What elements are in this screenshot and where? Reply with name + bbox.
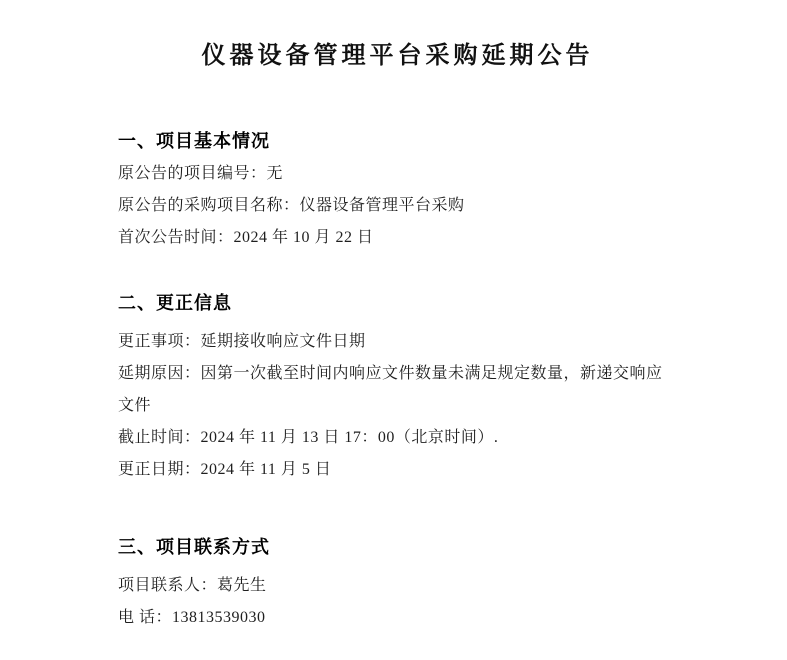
section-basic-info-heading: 一、项目基本情况 xyxy=(118,131,270,151)
section-contact-info-body xyxy=(118,570,677,634)
document-title: 仪器设备管理平台采购延期公告 xyxy=(201,43,594,69)
section-contact-info-heading: 三、项目联系方式 xyxy=(118,537,270,557)
section-contact-info xyxy=(118,536,677,634)
section-correction-info-heading: 二、更正信息 xyxy=(118,293,232,313)
correction-matter-line: 更正事项：延期接收响应文件日期 xyxy=(118,333,366,350)
original-project-number-line: 原公告的项目编号：无 xyxy=(118,165,284,182)
section-correction-info xyxy=(118,292,677,486)
first-announcement-date-line: 首次公告时间：2024 年 10 月 22 日 xyxy=(118,229,374,246)
section-basic-info xyxy=(118,130,677,254)
section-basic-info-body xyxy=(118,158,677,254)
section-correction-info-body xyxy=(118,326,677,486)
contact-phone-line: 电 话：13813539030 xyxy=(118,609,266,626)
announcement-document xyxy=(0,42,787,660)
original-project-name-line: 原公告的采购项目名称：仪器设备管理平台采购 xyxy=(118,197,465,214)
correction-date-line: 更正日期：2024 年 11 月 5 日 xyxy=(118,461,332,478)
deadline-line: 截止时间：2024 年 11 月 13 日 17：00（北京时间）. xyxy=(118,429,499,446)
delay-reason-line: 延期原因：因第一次截至时间内响应文件数量未满足规定数量，新递交响应文件 xyxy=(118,365,663,414)
contact-person-line: 项目联系人：葛先生 xyxy=(118,577,267,594)
